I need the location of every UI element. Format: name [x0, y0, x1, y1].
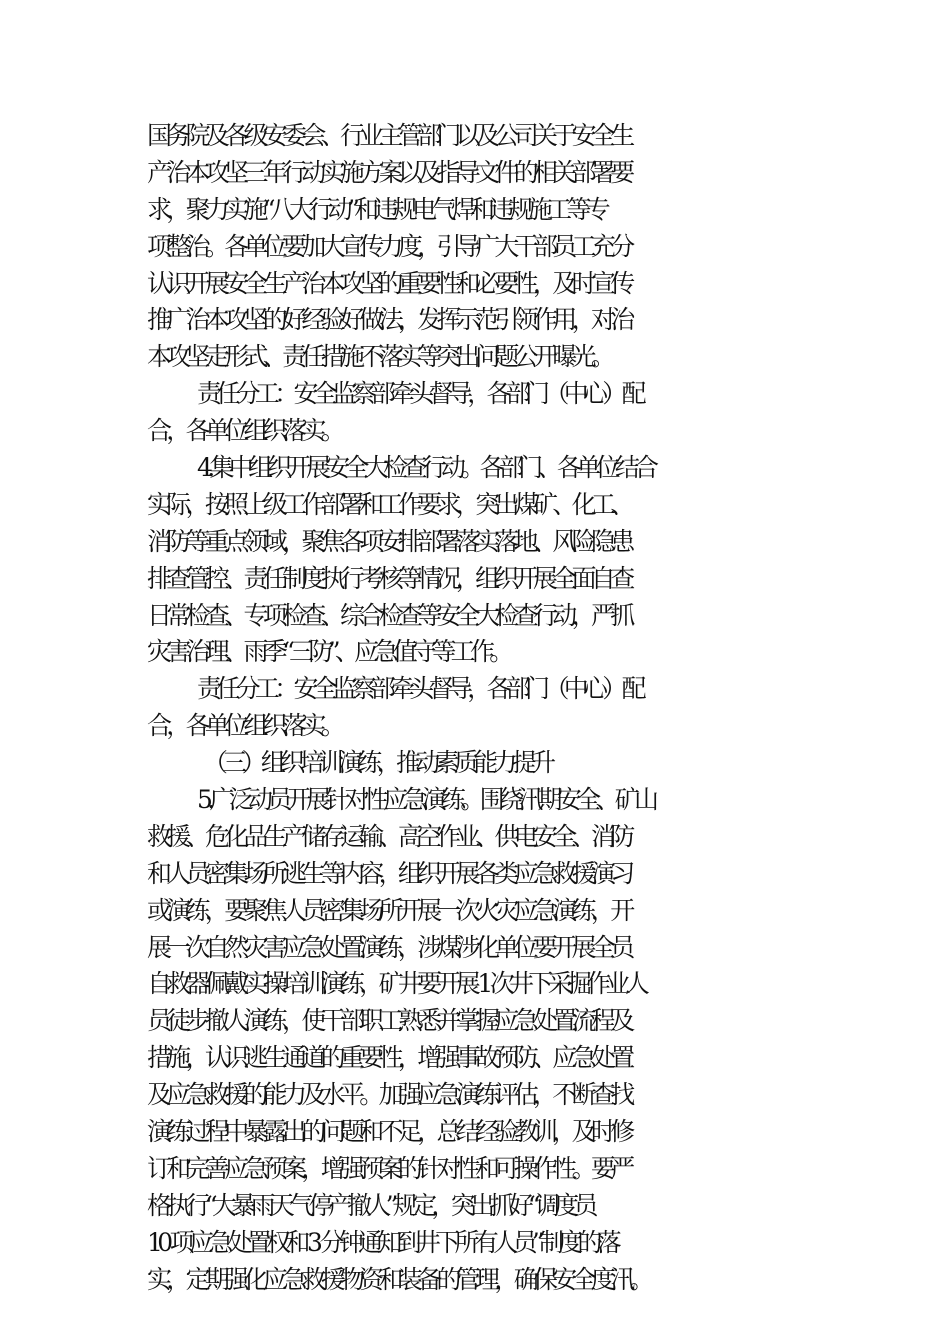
item-4-heading-line: 4.集中组织开展安全大检查行动。各部门、各单位结合 [197, 453, 654, 483]
text-line: 或演练，要聚焦人员密集场所开展一次火灾应急演练，开 [147, 895, 630, 925]
text-line: 项整治。各单位要加大宣传力度，引导广大干部员工充分 [147, 231, 630, 261]
text-line: 排查管控、责任制度执行考核等情况，组织开展全面自查 [147, 563, 630, 593]
text-line: 展一次自然灾害应急处置演练，涉煤涉化单位要开展全员 [147, 932, 630, 962]
responsibility-line: 责任分工：安全监察部牵头督导，各部门（中心）配 [197, 379, 641, 409]
text-line: 国务院及各级安委会、行业主管部门以及公司关于安全生 [147, 121, 630, 150]
text-line: 认识开展安全生产治本攻坚的重要性和必要性，及时宣传 [147, 268, 630, 298]
section-heading: （三）组织培训演练，推动素质能力提升 [203, 748, 551, 778]
text-line: 推广治本攻坚的好经验好做法，发挥示范引领作用，对治 [147, 305, 630, 335]
text-line: 员徒步撤人演练，使干部职工熟悉并掌握应急处置流程及 [147, 1006, 630, 1036]
text-line: 救援、危化品生产储存运输、高空作业、供电安全、消防 [147, 821, 630, 851]
text-line: 格执行“大暴雨天气停产撤人”规定，突出抓好“调度员 [147, 1190, 593, 1220]
item-5-heading-line: 5.广泛动员开展针对性应急演练。围绕汛期安全、矿山 [197, 785, 654, 815]
text-line: 自救器佩戴实操培训演练，矿井要开展 1 次井下采掘作业人 [147, 969, 645, 999]
text-line: 实，定期强化应急救援物资和装备的管理，确保安全度汛。 [147, 1264, 649, 1294]
text-line: 及应急救援的能力及水平。加强应急演练评估，不断查找 [147, 1080, 630, 1110]
text-line: 措施，认识逃生通道的重要性，增强事故预防、应急处置 [147, 1043, 630, 1073]
text-line: 产治本攻坚三年行动实施方案以及指导文件的相关部署要 [147, 157, 630, 187]
text-line: 订和完善应急预案，增强预案的针对性和可操作性。要严 [147, 1153, 630, 1183]
text-line: 和人员密集场所逃生等内容，组织开展各类应急救援演习 [147, 858, 630, 888]
text-line: 10 项应急处置权和 3 分钟通知到井下所有人员”制度的落 [147, 1227, 617, 1257]
text-line: 日常检查、专项检查、综合检查等安全大检查行动，严抓 [147, 600, 630, 630]
text-line: 本攻坚走形式、责任措施不落实等突出问题公开曝光。 [147, 342, 611, 372]
text-line: 合，各单位组织落实。 [147, 416, 341, 446]
text-line: 求，聚力实施“八大行动”和违规电气焊和违规施工等专 [147, 194, 606, 224]
text-line: 合，各单位组织落实。 [147, 711, 341, 741]
text-line: 演练过程中暴露出的问题和不足，总结经验教训，及时修 [147, 1117, 630, 1147]
text-line: 实际，按照上级工作部署和工作要求，突出煤矿、化工、 [147, 489, 630, 519]
text-line: 消防等重点领域，聚焦各项安排部署落实落地、风险隐患 [147, 526, 630, 556]
responsibility-line: 责任分工：安全监察部牵头督导，各部门（中心）配 [197, 674, 641, 704]
document-body [147, 118, 807, 1299]
text-line: 灾害治理、雨季“三防”、应急值守等工作。 [147, 637, 509, 667]
